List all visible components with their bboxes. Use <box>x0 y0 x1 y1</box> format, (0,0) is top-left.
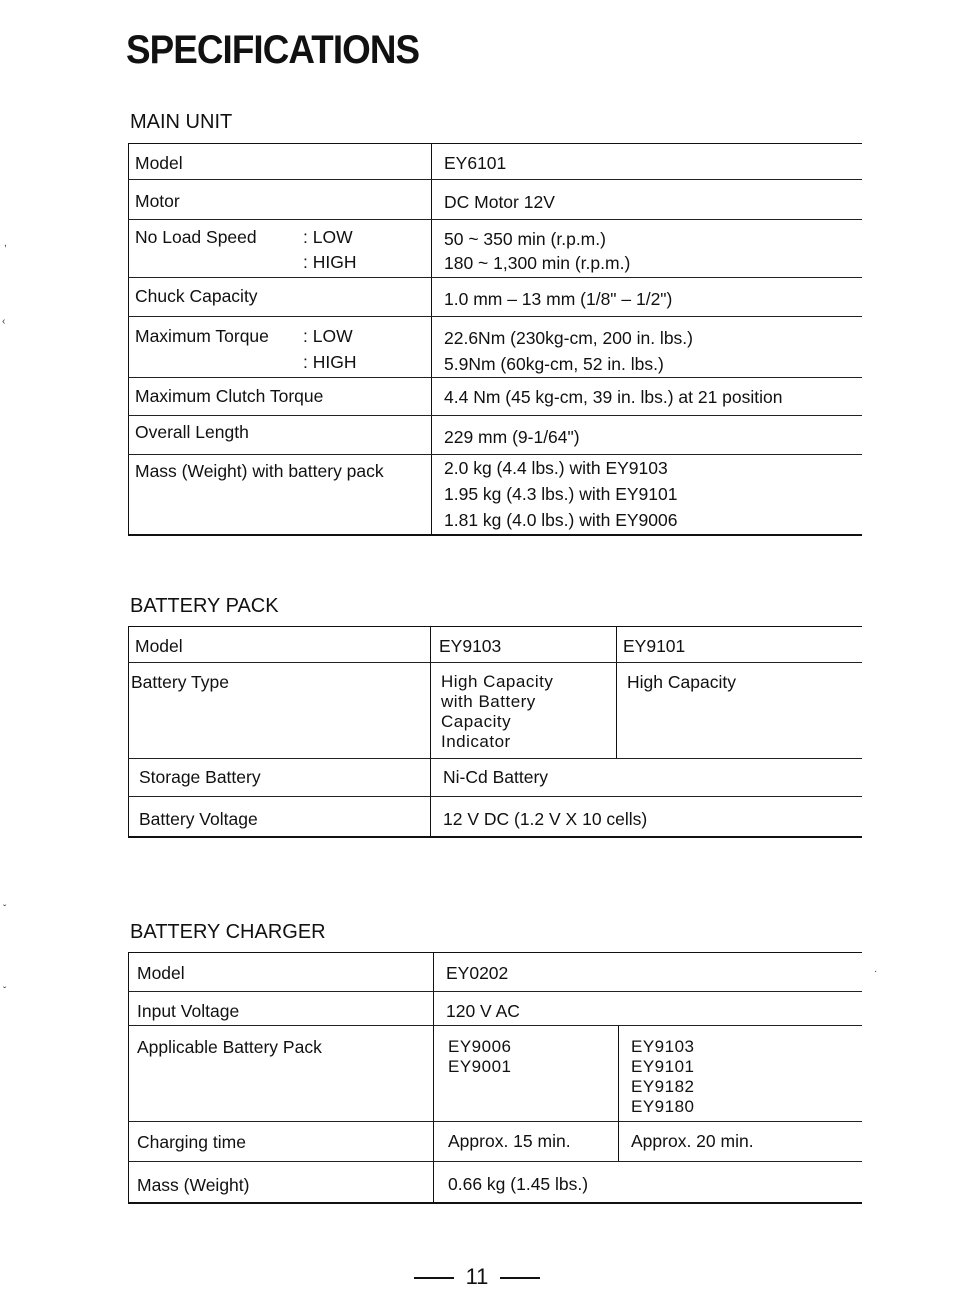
torque-high-value: 5.9Nm (60kg-cm, 52 in. lbs.) <box>444 354 664 374</box>
charger-heading: BATTERY CHARGER <box>130 921 326 943</box>
page-footer <box>0 1264 954 1290</box>
mass-label: Mass (Weight) with battery pack <box>129 455 432 535</box>
charger-mass-label: Mass (Weight) <box>129 1162 434 1203</box>
table-row <box>129 416 863 455</box>
table-row <box>129 797 863 837</box>
charging-time-a: Approx. 15 min. <box>434 1122 619 1162</box>
speed-low-value: 50 ~ 350 min (r.p.m.) <box>444 229 606 249</box>
battery-type-a <box>431 663 617 759</box>
scan-mark: ˇ <box>3 904 7 915</box>
voltage-label: Battery Voltage <box>129 797 431 837</box>
charger-mass-value: 0.66 kg (1.45 lbs.) <box>434 1162 863 1203</box>
table-row <box>129 1162 863 1203</box>
input-voltage-label: Input Voltage <box>129 992 434 1026</box>
table-row <box>129 953 863 992</box>
applicable-a-item: EY9001 <box>448 1057 512 1076</box>
table-row <box>129 220 863 278</box>
chuck-value: 1.0 mm – 13 mm (1/8" – 1/2") <box>432 278 863 317</box>
speed-values <box>432 220 863 278</box>
torque-low-tag: : LOW <box>303 326 353 346</box>
footer-dash <box>414 1277 454 1279</box>
applicable-b <box>619 1026 863 1122</box>
charging-time-b: Approx. 20 min. <box>619 1122 863 1162</box>
scan-mark: ‹ <box>2 316 6 327</box>
torque-values <box>432 317 863 378</box>
mass-values <box>432 455 863 535</box>
type-a-line: with Battery <box>441 692 536 711</box>
length-value: 229 mm (9-1/64") <box>432 416 863 455</box>
torque-cell <box>129 317 432 378</box>
applicable-b-item: EY9101 <box>631 1057 695 1076</box>
table-row <box>129 663 863 759</box>
length-label: Overall Length <box>129 416 432 455</box>
model-label: Model <box>129 144 432 180</box>
table-row <box>129 1026 863 1122</box>
chuck-label: Chuck Capacity <box>129 278 432 317</box>
mass-value-1: 2.0 kg (4.4 lbs.) with EY9103 <box>444 458 668 478</box>
torque-high-tag: : HIGH <box>303 352 357 372</box>
table-row <box>129 144 863 180</box>
charger-model-value: EY0202 <box>434 953 863 992</box>
pack-model-a: EY9103 <box>431 627 617 663</box>
charging-time-label: Charging time <box>129 1122 434 1162</box>
scan-mark: · <box>874 966 878 977</box>
table-row <box>129 1122 863 1162</box>
mass-value-2: 1.95 kg (4.3 lbs.) with EY9101 <box>444 484 678 504</box>
applicable-b-item: EY9180 <box>631 1097 695 1116</box>
type-a-line: Capacity <box>441 712 512 731</box>
pack-model-b: EY9101 <box>617 627 863 663</box>
speed-cell <box>129 220 432 278</box>
battery-type-b: High Capacity <box>617 663 863 759</box>
speed-low-tag: : LOW <box>303 227 353 247</box>
charger-model-label: Model <box>129 953 434 992</box>
clutch-label: Maximum Clutch Torque <box>129 378 432 416</box>
footer-dash <box>500 1277 540 1279</box>
mass-value-3: 1.81 kg (4.0 lbs.) with EY9006 <box>444 510 678 530</box>
applicable-label: Applicable Battery Pack <box>129 1026 434 1122</box>
storage-label: Storage Battery <box>129 759 431 797</box>
type-a-line: High Capacity <box>441 672 554 691</box>
applicable-b-item: EY9182 <box>631 1077 695 1096</box>
battery-type-label: Battery Type <box>129 663 431 759</box>
table-row <box>129 180 863 220</box>
model-value: EY6101 <box>432 144 863 180</box>
table-row <box>129 455 863 535</box>
table-row <box>129 317 863 378</box>
torque-label: Maximum Torque <box>135 326 269 346</box>
torque-low-value: 22.6Nm (230kg-cm, 200 in. lbs.) <box>444 328 693 348</box>
speed-label: No Load Speed <box>135 227 257 247</box>
page-title: SPECIFICATIONS <box>126 28 420 72</box>
pack-model-label: Model <box>129 627 431 663</box>
charger-table <box>128 952 862 1204</box>
table-row <box>129 992 863 1026</box>
speed-high-value: 180 ~ 1,300 min (r.p.m.) <box>444 253 631 273</box>
speed-high-tag: : HIGH <box>303 252 357 272</box>
applicable-a-item: EY9006 <box>448 1037 512 1056</box>
applicable-b-item: EY9103 <box>631 1037 695 1056</box>
applicable-a <box>434 1026 619 1122</box>
main-unit-heading: MAIN UNIT <box>130 111 233 133</box>
table-row <box>129 759 863 797</box>
table-row <box>129 378 863 416</box>
table-row <box>129 278 863 317</box>
motor-value: DC Motor 12V <box>432 180 863 220</box>
storage-value: Ni-Cd Battery <box>431 759 863 797</box>
type-a-line: Indicator <box>441 732 511 751</box>
clutch-value: 4.4 Nm (45 kg-cm, 39 in. lbs.) at 21 position <box>432 378 863 416</box>
page-number: 11 <box>465 1264 489 1289</box>
scan-mark: ˇ <box>3 986 7 997</box>
main-unit-table <box>128 143 862 536</box>
table-row <box>129 627 863 663</box>
input-voltage-value: 120 V AC <box>434 992 863 1026</box>
battery-pack-table <box>128 626 862 838</box>
voltage-value: 12 V DC (1.2 V X 10 cells) <box>431 797 863 837</box>
motor-label: Motor <box>129 180 432 220</box>
battery-pack-heading: BATTERY PACK <box>130 595 279 617</box>
scan-mark: , <box>4 238 7 249</box>
